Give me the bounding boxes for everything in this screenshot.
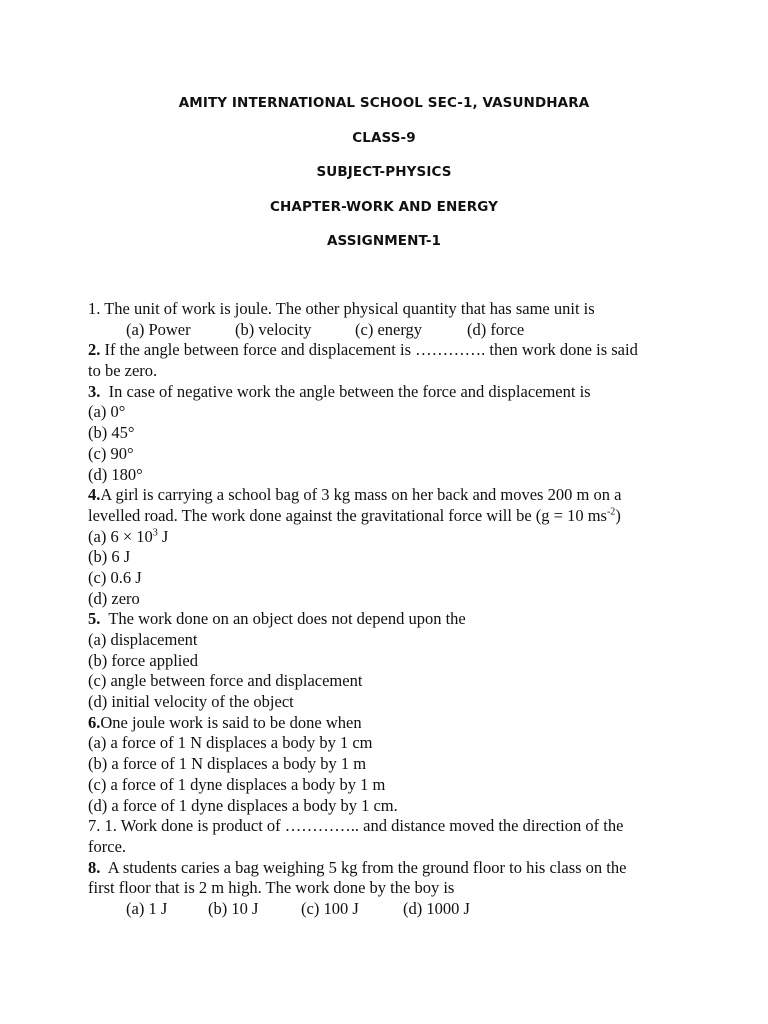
question-3-number: 3. xyxy=(88,381,101,401)
question-2-text: If the angle between force and displacement is …………. then work done is said xyxy=(100,340,638,360)
question-4-option-a-text: (a) 6 × 10 xyxy=(88,526,153,546)
question-8-number: 8. xyxy=(88,857,101,877)
question-4-line-2 xyxy=(88,506,688,527)
class-title: CLASS-9 xyxy=(352,129,416,146)
question-6-option-a: (a) a force of 1 N displaces a body by 1 cm xyxy=(88,733,373,753)
question-4-line-2-text: levelled road. The work done against the gravitational force will be (g = 10 ms xyxy=(88,505,607,525)
question-4-exponent: -2 xyxy=(606,506,616,518)
question-1-option-d: (d) force xyxy=(467,319,525,339)
question-6-line xyxy=(88,713,688,734)
question-6-option-d: (d) a force of 1 dyne displaces a body by 1 cm. xyxy=(88,795,398,815)
question-5-option-a: (a) displacement xyxy=(88,630,198,649)
question-3-option-a: (a) 0° xyxy=(88,402,126,422)
question-8-option-a: (a) 1 J xyxy=(126,898,168,918)
question-3-option-b: (b) 45° xyxy=(88,423,135,443)
question-4-option-a xyxy=(88,527,688,548)
question-3-option-c: (c) 90° xyxy=(88,443,134,463)
question-4-option-b: (b) 6 J xyxy=(88,547,131,567)
questions-body xyxy=(88,299,688,920)
question-5-number: 5. xyxy=(88,609,101,629)
question-5-line xyxy=(88,609,688,630)
document-header xyxy=(0,92,768,265)
question-4-option-d: (d) zero xyxy=(88,588,140,608)
question-1-option-c: (c) energy xyxy=(355,319,423,339)
question-4-option-a-unit: J xyxy=(157,526,169,546)
question-1-option-a: (a) Power xyxy=(126,319,191,339)
question-1-text: 1. The unit of work is joule. The other physical quantity that has same unit is xyxy=(88,299,595,318)
question-8-option-c: (c) 100 J xyxy=(301,898,359,918)
question-4-number: 4. xyxy=(88,485,101,505)
question-8-option-d: (d) 1000 J xyxy=(403,898,470,918)
question-3-option-d: (d) 180° xyxy=(88,464,143,484)
question-7-line-1: 7. 1. Work done is product of ………….. and distance moved the direction of the xyxy=(88,816,624,836)
question-7-line-2: force. xyxy=(88,836,127,856)
question-8-options xyxy=(88,899,688,920)
assignment-title: ASSIGNMENT-1 xyxy=(326,233,442,249)
question-3-text: In case of negative work the angle between the force and displacement is xyxy=(100,381,591,401)
question-4-option-c: (c) 0.6 J xyxy=(88,567,142,587)
question-6-number: 6. xyxy=(88,712,101,732)
question-4-line-1 xyxy=(88,485,688,506)
question-4-text: A girl is carrying a school bag of 3 kg mass on her back and moves 200 m on a xyxy=(100,485,622,505)
question-5-option-c: (c) angle between force and displacement xyxy=(88,671,363,691)
school-name: AMITY INTERNATIONAL SCHOOL SEC-1, VASUNDHARA xyxy=(178,95,590,111)
chapter-title: CHAPTER-WORK AND ENERGY xyxy=(270,198,498,215)
question-3-line xyxy=(88,382,688,403)
question-1-option-b: (b) velocity xyxy=(235,319,312,339)
question-5-option-b: (b) force applied xyxy=(88,650,198,670)
question-8-line-2: first floor that is 2 m high. The work done by the boy is xyxy=(88,878,455,898)
question-6-option-b: (b) a force of 1 N displaces a body by 1 m xyxy=(88,754,367,774)
question-8-text: A students caries a bag weighing 5 kg from the ground floor to his class on the xyxy=(100,857,627,877)
subject-title: SUBJECT-PHYSICS xyxy=(316,164,452,180)
question-6-option-c: (c) a force of 1 dyne displaces a body by 1 m xyxy=(88,774,386,794)
question-5-option-d: (d) initial velocity of the object xyxy=(88,692,294,712)
question-8-option-b: (b) 10 J xyxy=(208,898,259,918)
question-4-line-2-end: ) xyxy=(615,505,621,525)
question-6-text: One joule work is said to be done when xyxy=(100,712,362,732)
question-2-line-1 xyxy=(88,340,688,361)
question-1-options xyxy=(88,320,688,341)
question-5-text: The work done on an object does not depend upon the xyxy=(100,609,466,629)
question-4-option-a-exponent: 3 xyxy=(152,527,158,539)
question-8-line-1 xyxy=(88,858,688,879)
question-2-number: 2. xyxy=(88,340,101,360)
question-2-line-2: to be zero. xyxy=(88,361,158,381)
